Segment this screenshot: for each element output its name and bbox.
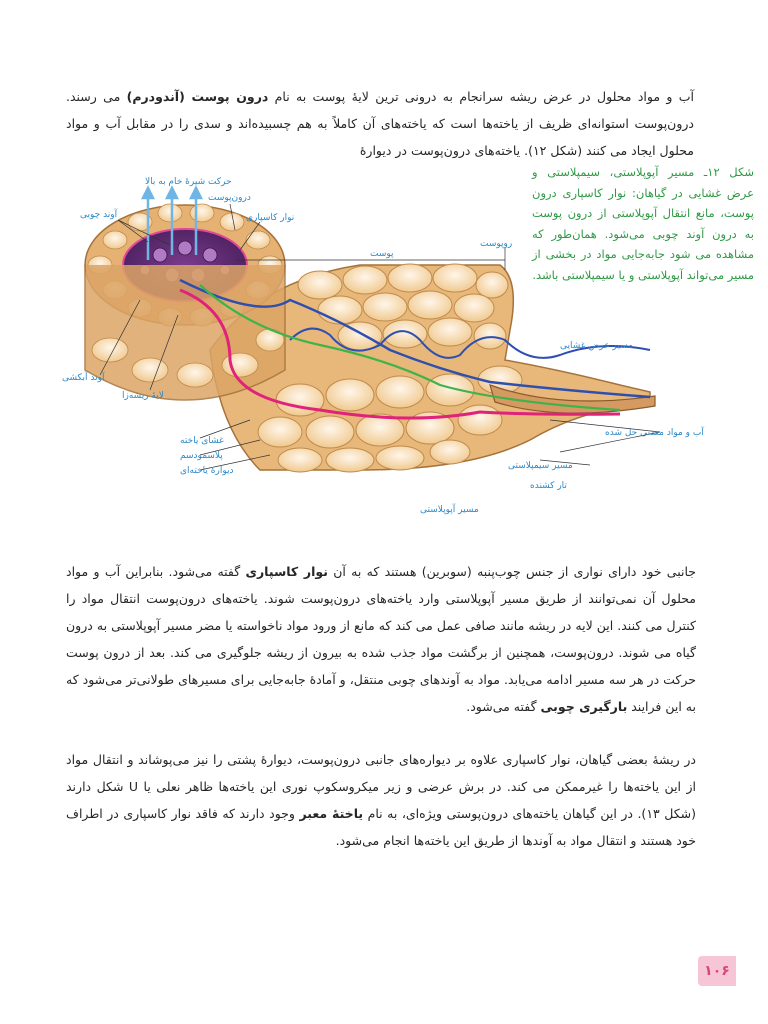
term-casparian-strip: نوار کاسپاری [245, 563, 328, 579]
paragraph-2: جانبی خود دارای نواری از جنس چوب‌پنبه (سوبرین) هستند که به آن نوار کاسپاری گفته می‌شود. بنابراین آب و مواد محلول آن نمی‌توانند از طریق مسیر آپوپلاستی وارد یاخته‌های درون‌پوست شوند. یاخته‌های درون‌پوست انتقال مواد را کنترل می کنند. این لایه در ریشه مانند صافی عمل می کند که مانع از ورود مواد ناخواسته یا مضر مسیر آپوپلاستی به درون گیاه می شوند. درون‌پوست، همچنین از برگشت مواد جذب شده به بیرون از ریشه جلوگیری می کند. بعد از درون پوست حرکت در هر سه مسیر ادامه می‌یابد. مواد به آوندهای چوبی منتقل، و آمادهٔ جابه‌جایی برای مسیرهای طولانی‌تر می‌شود که به این فرایند بارگیری چوبی گفته می‌شود. [66, 563, 697, 714]
label-xylem-sap: حرکت شیرهٔ خام به بالا [145, 177, 232, 187]
label-transmembrane: مسیر عرض غشایی [560, 341, 633, 351]
label-membrane: غشای یاخته [180, 436, 224, 446]
label-symplastic: مسیر سیمپلاستی [508, 461, 573, 471]
page-number: ۱۰۶ [698, 956, 736, 986]
label-casparian: نوار کاسپاری [246, 213, 295, 223]
label-epidermis: روپوست [480, 239, 513, 249]
term-passage-cell: یاختهٔ معبر [299, 805, 364, 821]
term-endodermis: درون پوست (آندودرم) [126, 88, 269, 104]
paragraph-1: آب و مواد محلول در عرض ریشه سرانجام به درونی ترین لایهٔ پوست به نام درون پوست (آندودرم) می رسند. درون‌پوست استوانه‌ای ظریف از یاخته‌ها است که یاخته‌های آن کاملاً به هم چسبیده‌اند و سدی را در مقابل آب و مواد محلول ایجاد می کنند (شکل ۱۲). یاخته‌های درون‌پوست در دیوارهٔ [66, 88, 694, 158]
label-water-minerals: آب و مواد معدنی حل شده [605, 428, 704, 438]
label-root-hair: تار کشنده [530, 481, 567, 491]
label-phloem: آوند آبکشی [62, 373, 105, 383]
label-xylem: آوند چوبی [80, 210, 118, 220]
label-cortex: پوست [370, 249, 394, 259]
term-xylem-loading: بارگیری چوبی [540, 698, 628, 714]
label-endodermis: درون‌پوست [208, 193, 251, 203]
label-cell-wall: دیوارهٔ یاخته‌ای [180, 466, 234, 476]
label-plasmodesma: پلاسمودسم [180, 451, 223, 461]
figure-caption: شکل ۱۲ـ مسیر آپوپلاستی، سیمپلاستی و عرض غشایی در گیاهان: نوار کاسپاری درون پوست، مانع انتقال آپوپلاستی از درون پوست به درون آوند چوبی می‌شود. همان‌طور که مشاهده می شود جابه‌جایی مواد در بخشی از مسیر می‌تواند آپوپلاستی و یا سیمپلاستی باشد. [532, 165, 754, 282]
root-cross-section-figure [60, 170, 720, 530]
label-apoplastic: مسیر آپوپلاستی [420, 505, 479, 515]
label-pericycle: لایهٔ ریشه‌زا [122, 391, 164, 401]
paragraph-3: در ریشهٔ بعضی گیاهان، نوار کاسپاری علاوه بر دیواره‌های جانبی درون‌پوست، دیوارهٔ پشتی را نیز می‌پوشاند و انتقال مواد از این یاخته‌ها را غیرممکن می کند. در برش عرضی و زیر میکروسکوپ نوری این یاخته‌ها ظاهر نعلی یا U شکل دارند (شکل ۱۳). در این گیاهان یاخته‌های درون‌پوستی ویژه‌ای، به نام یاختهٔ معبر وجود دارند که فاقد نوار کاسپاری در اطراف خود هستند و انتقال مواد به آوندها از طریق این یاخته‌ها انجام می‌شود. [66, 751, 696, 848]
